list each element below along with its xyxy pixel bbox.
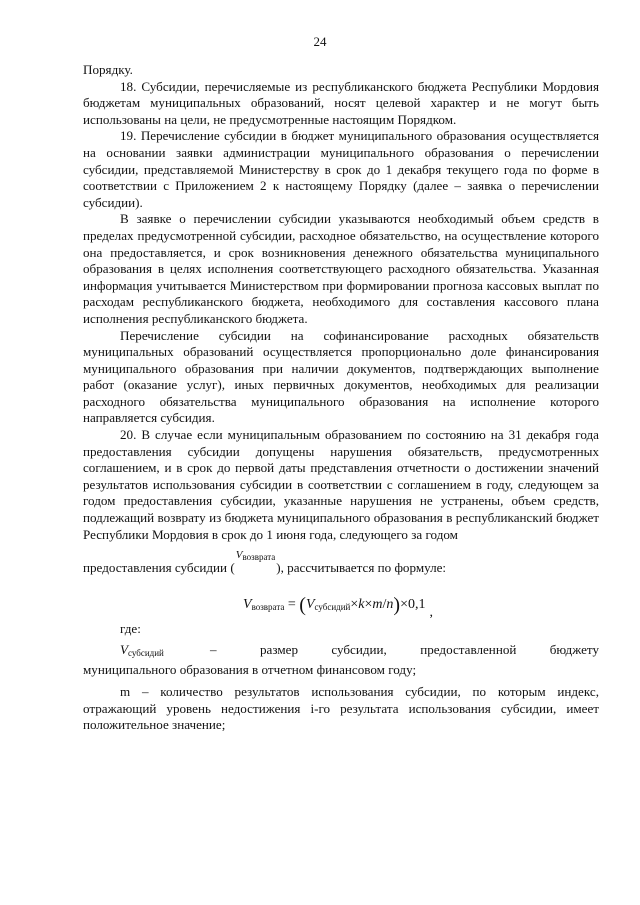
definition-m: m – количество результатов использования субсидии, по которым индекс, отражающий уровень недостижения i-го результата использования субсидии, имеет положительное значение; <box>83 684 599 733</box>
formula-comma: , <box>429 604 433 620</box>
paragraph-20: 20. В случае если муниципальным образованием по состоянию на 31 декабря года предоставления субсидии допущены нарушения обязательств, предусмотренных соглашением, и в срок до первой даты представления отчетности о достижении значений результатов использования субсидии в соответствии с соглашением в году, следующем за годом предоставления субсидии, указанные нарушения не устранены, объем средств, подлежащий возврату из бюджета муниципального образования в республиканский бюджет Республики Мордовия в срок до 1 июня года, следующего за годом <box>83 427 599 542</box>
paragraph-19-application: В заявке о перечислении субсидии указываются необходимый объем средств в пределах предусмотренной субсидии, расходное обязательство, на осуществление которого она предоставляется, и срок возникновения денежного обязательства муниципального образования в целях исполнения соответствующего расходного обязательства. Указанная информация учитывается Министерством при формировании прогноза кассовых выплат по расходам республиканского бюджета, необходимого для составления кассового плана исполнения республиканского бюджета. <box>83 211 599 326</box>
where-label: где: <box>120 621 141 637</box>
inline-v-subscript: возврата <box>242 552 276 563</box>
formula-n: n <box>386 596 394 612</box>
formula-open-paren: ( <box>299 593 306 616</box>
formula-v-return-sub: возврата <box>251 601 285 612</box>
formula-coefficient: 0,1 <box>407 596 426 612</box>
formula-slash: / <box>382 596 387 612</box>
inline-v-symbol: V <box>235 549 243 562</box>
formula-close-paren: ) <box>393 593 401 616</box>
return-formula <box>83 593 599 622</box>
definition-v-subsidy <box>83 642 599 662</box>
definition-dash: – <box>210 642 217 657</box>
paragraph-20-last-b: ), рассчитывается по формуле: <box>276 560 447 576</box>
paragraph-19-cofinancing: Перечисление субсидии на софинансирование расходных обязательств муниципальных образований осуществляется пропорционально доле финансирования муниципального образования при наличии документов, подтверждающих выполнение работ (оказание услуг), иных первичных документов, необходимых для реализации расходного обязательства муниципального образования на исполнение которого направляется субсидия. <box>83 327 599 426</box>
formula-eq: = <box>284 596 300 612</box>
formula-k: k <box>358 596 365 612</box>
definition-v-symbol <box>120 642 210 662</box>
definition-v-continuation: муниципального образования в отчетном финансовом году; <box>83 661 417 677</box>
paragraph-20-last-line <box>83 547 599 577</box>
document-body <box>83 62 599 734</box>
paragraph-continuation: Порядку. <box>83 62 133 77</box>
formula-v-subsidy-sub: субсидий <box>314 601 351 612</box>
definition-v-text: размер субсидии, предоставленной бюджету <box>260 642 599 657</box>
paragraph-18: 18. Субсидии, перечисляемые из республиканского бюджета Республики Мордовия бюджетам муниципальных образований, носят целевой характер и не могут быть использованы на цели, не предусмотренные настоящим Порядком. <box>83 78 599 127</box>
paragraph-20-last-a: предоставления субсидии ( <box>83 560 235 576</box>
formula-v-return: V <box>243 596 252 612</box>
formula-times-3: × <box>400 596 408 612</box>
formula-m: m <box>372 596 383 612</box>
definition-v-subscript: субсидий <box>128 648 164 658</box>
formula-times-1: × <box>350 596 359 612</box>
definition-v-letter: V <box>120 642 128 657</box>
paragraph-19: 19. Перечисление субсидии в бюджет муниципального образования осуществляется на основании заявки администрации муниципального образования о перечислении субсидии, представляемой Министерству в срок до 1 декабря текущего года по форме в соответствии с Приложением 2 к настоящему Порядку (далее – заявка о перечислении субсидии). <box>83 128 599 210</box>
formula-v-subsidy: V <box>305 596 315 612</box>
formula-times-2: × <box>364 596 373 612</box>
page-number: 24 <box>313 34 327 49</box>
